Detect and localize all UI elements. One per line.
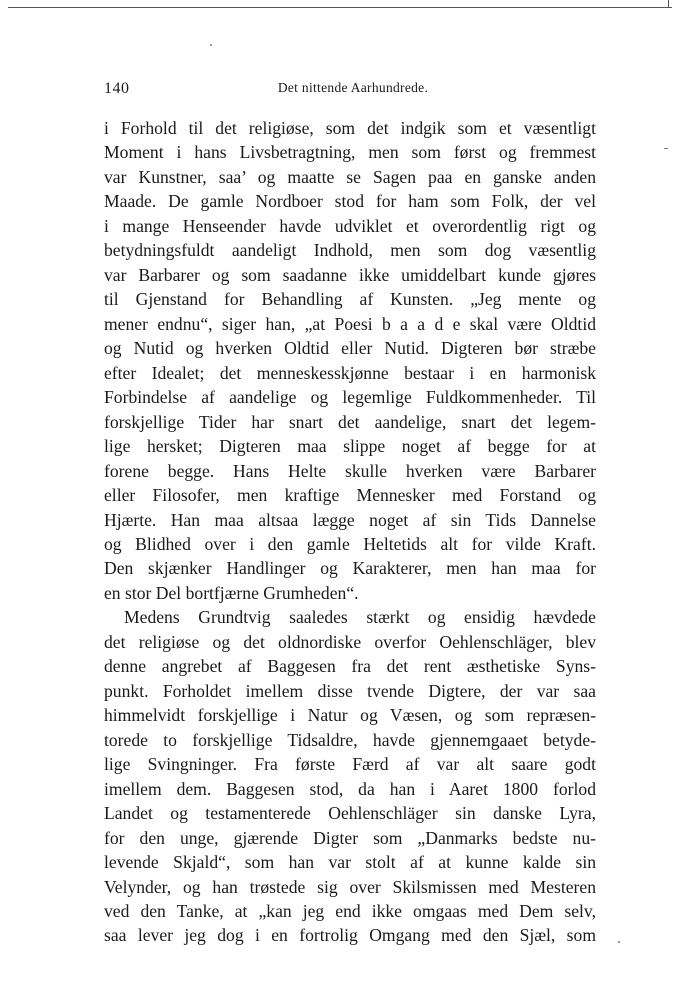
text-line: og Nutid og hverken Oldtid eller Nutid. Digteren bør stræbe xyxy=(104,338,596,359)
text-line: Forbindelse af aandelige og legemlige Fuldkommenheder. Til xyxy=(104,387,596,408)
text-line: Moment i hans Livsbetragtning, men som først og fremmest xyxy=(104,142,596,163)
text-line: saa lever jeg dog i en fortrolig Omgang med den Sjæl, som xyxy=(104,925,596,946)
text-line: torede to forskjellige Tidsaldre, havde gjennemgaaet betyde- xyxy=(104,729,596,750)
paper-speck xyxy=(210,44,212,46)
text-line: Velynder, og han trøstede sig over Skilsmissen med Mesteren xyxy=(104,876,596,897)
text-line: i mange Henseender havde udviklet et overordentlig rigt og xyxy=(104,215,596,236)
text-line: Den skjænker Handlinger og Karakterer, men han maa for xyxy=(104,558,596,579)
text-line: denne angrebet af Baggesen fra det rent æsthetiske Syns- xyxy=(104,656,596,677)
top-rule-tick xyxy=(668,0,669,8)
text-line: himmelvidt forskjellige i Natur og Væsen, og som repræsen- xyxy=(104,705,596,726)
text-line: punkt. Forholdet imellem disse tvende Digtere, der var saa xyxy=(104,680,596,701)
text-line: Maade. De gamle Nordboer stod for ham som Folk, der vel xyxy=(104,191,596,212)
paper-speck xyxy=(618,941,620,943)
text-line: forskjellige Tider har snart det aandelige, snart det legem- xyxy=(104,411,596,432)
text-line: mener endnu“, siger han, „at Poesi b a a d e skal være Oldtid xyxy=(104,313,596,334)
paper-speck xyxy=(664,148,668,149)
text-line: imellem dem. Baggesen stod, da han i Aaret 1800 forlod xyxy=(104,778,596,799)
text-line: Medens Grundtvig saaledes stærkt og ensidig hævdede xyxy=(124,607,596,628)
text-line: en stor Del bortfjærne Grumheden“. xyxy=(104,582,359,603)
text-line: Hjærte. Han maa altsaa lægge noget af sin Tids Dannelse xyxy=(104,509,596,530)
page-number: 140 xyxy=(104,80,130,97)
text-line: og Blidhed over i den gamle Heltetids alt for vilde Kraft. xyxy=(104,533,596,554)
text-line: til Gjenstand for Behandling af Kunsten. „Jeg mente og xyxy=(104,289,596,310)
text-line: for den unge, gjærende Digter som „Danmarks bedste nu- xyxy=(104,827,596,848)
text-line: var Kunstner, saa’ og maatte se Sagen paa en ganske anden xyxy=(104,166,596,187)
text-line: Landet og testamenterede Oehlenschläger sin danske Lyra, xyxy=(104,803,596,824)
top-rule xyxy=(8,7,672,8)
text-line: efter Idealet; det menneskesskjønne bestaar i en harmonisk xyxy=(104,362,596,383)
text-line: betydningsfuldt aandeligt Indhold, men som dog væsentlig xyxy=(104,240,596,261)
text-line: ved den Tanke, at „kan jeg end ikke omgaas med Dem selv, xyxy=(104,901,596,921)
text-line: i Forhold til det religiøse, som det indgik som et væsentligt xyxy=(104,118,596,138)
text-line: det religiøse og det oldnordiske overfor Oehlenschläger, blev xyxy=(104,631,596,652)
page-header xyxy=(104,80,598,102)
body-text xyxy=(104,116,596,948)
text-line: lige Svingninger. Fra første Færd af var alt saare godt xyxy=(104,754,596,775)
text-line: eller Filosofer, men kraftige Mennesker med Forstand og xyxy=(104,485,596,506)
text-line: var Barbarer og som saadanne ikke umiddelbart kunde gjøres xyxy=(104,264,596,285)
running-title: Det nittende Aarhundrede. xyxy=(277,80,429,95)
text-line: levende Skjald“, som han var stolt af at kunne kalde sin xyxy=(104,852,596,873)
text-line: forene begge. Hans Helte skulle hverken være Barbarer xyxy=(104,460,596,481)
text-line: lige hersket; Digteren maa slippe noget af begge for at xyxy=(104,436,596,457)
